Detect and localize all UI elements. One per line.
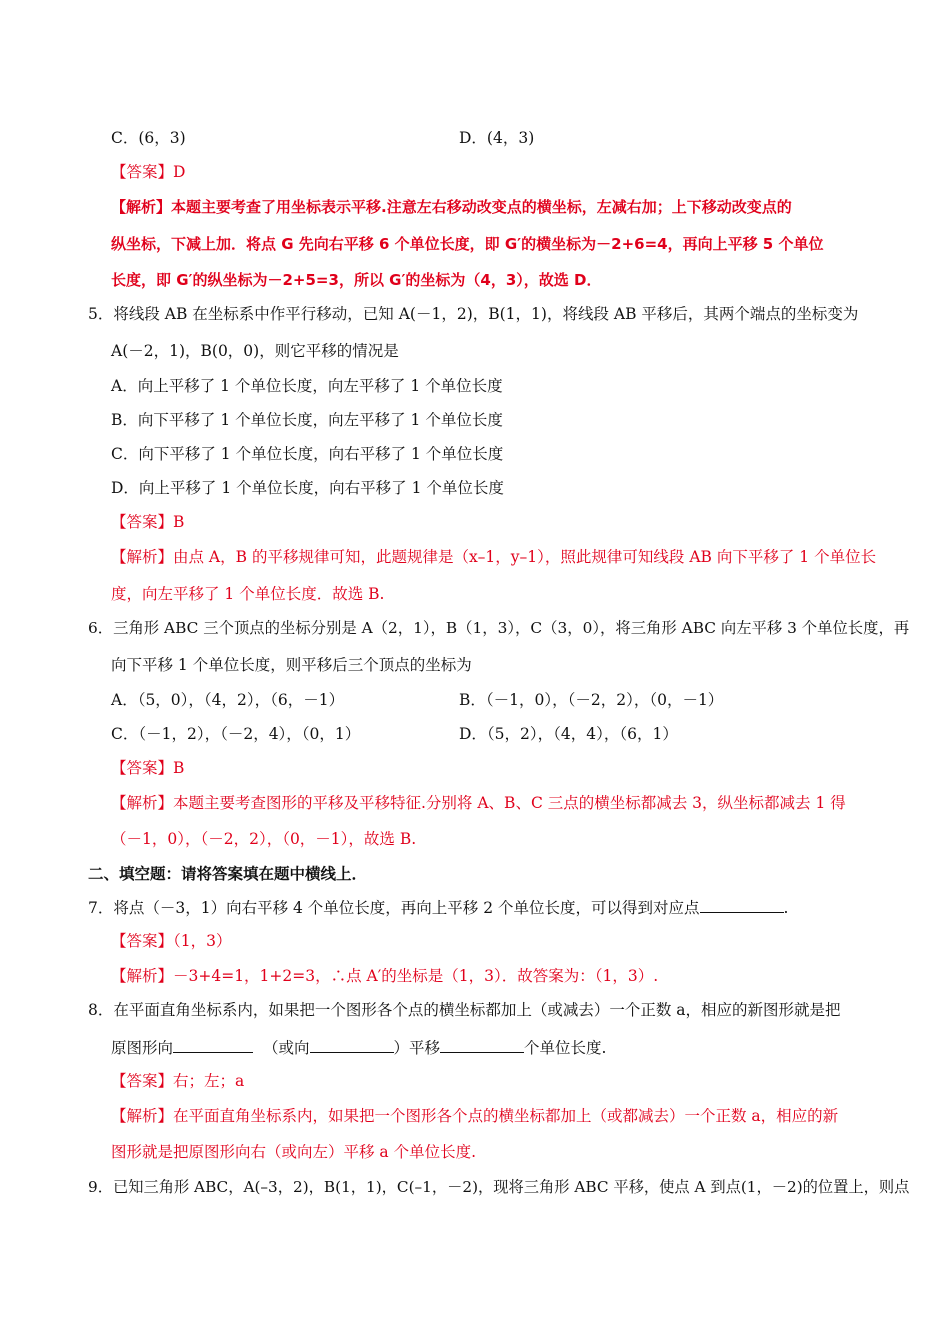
q4-option-d: D．(4，3) [459, 129, 535, 147]
q7-analysis: 【解析】－3+4=1，1+2=3，∴点 A′的坐标是（1，3）．故答案为：（1，3）. [111, 967, 659, 985]
q8-blank-3[interactable] [440, 1037, 524, 1053]
q6-option-c: C．（－1，2），（－2，4），（0，1） [111, 725, 361, 743]
q5-stem-line1: 5．将线段 AB 在坐标系中作平行移动，已知 A(－1，2)，B(1，1)，将线段 AB 平移后，其两个端点的坐标变为 [88, 305, 859, 323]
q8-blank-1[interactable] [173, 1037, 253, 1053]
q5-option-b: B．向下平移了 1 个单位长度，向左平移了 1 个单位长度 [111, 411, 503, 429]
q4-option-c: C．(6，3) [111, 129, 186, 147]
q4-analysis-line3: 长度，即 G′的纵坐标为－2+5=3，所以 G′的坐标为（4，3），故选 D． [111, 271, 602, 289]
q8-text-b: （或向 [263, 1039, 310, 1057]
q6-stem-line2: 向下平移 1 个单位长度，则平移后三个顶点的坐标为 [111, 656, 472, 674]
q8-stem-line2 [111, 1037, 606, 1058]
q5-option-d: D．向上平移了 1 个单位长度，向右平移了 1 个单位长度 [111, 479, 504, 497]
q8-text-d: 个单位长度. [524, 1039, 607, 1057]
q8-answer: 【答案】右；左；a [111, 1072, 245, 1090]
q5-analysis-line2: 度，向左平移了 1 个单位长度．故选 B. [111, 585, 385, 603]
q9-stem: 9．已知三角形 ABC，A(–3，2)，B(1，1)，C(–1，－2)，现将三角形 ABC 平移，使点 A 到点(1，－2)的位置上，则点 [88, 1178, 910, 1196]
q8-blank-2[interactable] [310, 1037, 394, 1053]
q5-stem-line2: A(－2，1)，B(0，0)，则它平移的情况是 [111, 342, 399, 360]
q5-option-c: C．向下平移了 1 个单位长度，向右平移了 1 个单位长度 [111, 445, 504, 463]
q6-option-d: D．（5，2），（4，4），（6，1） [459, 725, 678, 743]
q7-stem [88, 897, 788, 918]
q8-stem-line1: 8．在平面直角坐标系内，如果把一个图形各个点的横坐标都加上（或减去）一个正数 a，相应的新图形就是把 [88, 1001, 841, 1019]
q7-answer: 【答案】（1，3） [111, 932, 232, 950]
q8-text-a: 原图形向 [111, 1039, 174, 1057]
q6-option-a: A．（5，0），（4，2），（6，－1） [111, 691, 345, 709]
q6-option-b: B．（－1，0），（－2，2），（0，－1） [459, 691, 724, 709]
q8-text-c: ）平移 [393, 1039, 441, 1057]
q5-analysis-line1: 【解析】由点 A，B 的平移规律可知，此题规律是（x–1，y–1），照此规律可知线段 AB 向下平移了 1 个单位长 [111, 548, 877, 566]
q4-answer: 【答案】D [111, 163, 186, 181]
q5-option-a: A．向上平移了 1 个单位长度，向左平移了 1 个单位长度 [111, 377, 503, 395]
q7-answer-blank[interactable] [700, 897, 784, 913]
q7-stem-text: 7．将点（－3，1）向右平移 4 个单位长度，再向上平移 2 个单位长度，可以得到对应点 [88, 899, 700, 917]
q6-answer: 【答案】B [111, 759, 185, 777]
q8-analysis-line1: 【解析】在平面直角坐标系内，如果把一个图形各个点的横坐标都加上（或都减去）一个正数 a，相应的新 [111, 1107, 839, 1125]
q7-stem-end: . [783, 899, 789, 917]
q4-analysis-line1: 【解析】本题主要考查了用坐标表示平移.注意左右移动改变点的横坐标，左减右加；上下移动改变点的 [111, 198, 792, 216]
q5-answer: 【答案】B [111, 513, 185, 531]
q6-analysis-line2: （－1，0），（－2，2），（0，－1），故选 B. [111, 830, 417, 848]
q6-stem-line1: 6．三角形 ABC 三个顶点的坐标分别是 A（2，1），B（1，3），C（3，0），将三角形 ABC 向左平移 3 个单位长度，再 [88, 619, 910, 637]
section-2-title: 二、填空题：请将答案填在题中横线上． [88, 864, 368, 883]
q8-analysis-line2: 图形就是把原图形向右（或向左）平移 a 个单位长度. [111, 1143, 477, 1161]
q4-analysis-line2: 纵坐标，下减上加．将点 G 先向右平移 6 个单位长度，即 G′的横坐标为－2+6=4，再向上平移 5 个单位 [111, 235, 824, 253]
q6-analysis-line1: 【解析】本题主要考查图形的平移及平移特征.分别将 A、B、C 三点的横坐标都减去 3，纵坐标都减去 1 得 [111, 794, 846, 812]
